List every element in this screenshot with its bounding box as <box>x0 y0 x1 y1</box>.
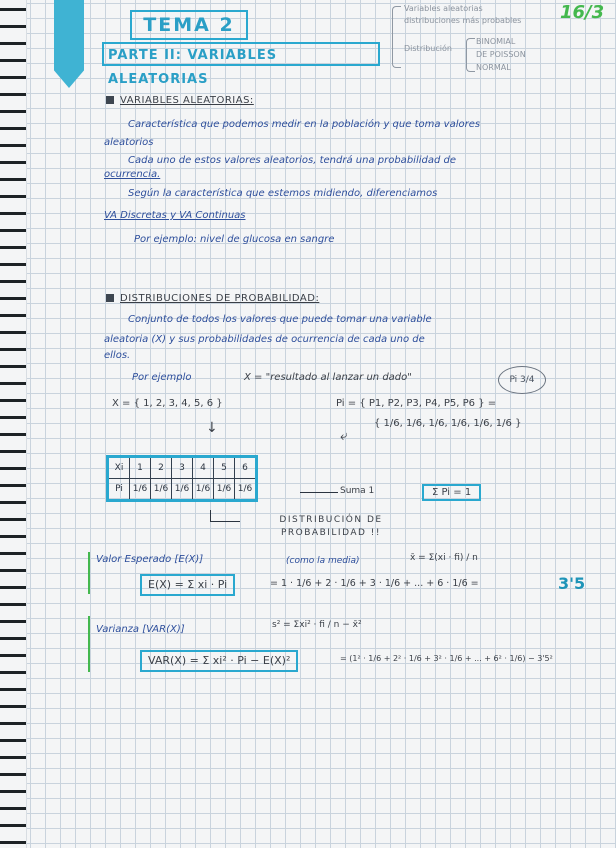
table-cell: Xi <box>108 457 130 479</box>
bullet-icon <box>106 96 114 104</box>
parte-title: PARTE II: VARIABLES ALEATORIAS <box>102 42 380 66</box>
s1-line-7: Por ejemplo: nivel de glucosa en sangre <box>134 234 335 245</box>
expected-value-calc: = 1 · 1/6 + 2 · 1/6 + 3 · 1/6 + ... + 6 · 1/6 = <box>270 578 479 589</box>
valor-esperado-note: (como la media) <box>286 556 360 566</box>
left-arrow-icon: ⤶ <box>340 428 348 444</box>
ejemplo-label: Por ejemplo <box>132 372 192 383</box>
s1-line-1: Característica que podemos medir en la población y que toma valores <box>128 119 481 130</box>
section2-heading: DISTRIBUCIONES DE PROBABILIDAD: <box>106 293 319 304</box>
table-row-p <box>108 479 257 501</box>
table-cell: 1/6 <box>214 479 235 501</box>
p-values: { 1/6, 1/6, 1/6, 1/6, 1/6, 1/6 } <box>374 418 522 429</box>
variance-calc: = (1² · 1/6 + 2² · 1/6 + 3² · 1/6 + ... + 6² · 1/6) − 3'5² <box>340 654 553 663</box>
dist-arrow-horizontal <box>210 521 240 522</box>
varianza-label: Varianza [VAR(X)] <box>96 624 185 635</box>
notebook-spiral <box>0 0 27 848</box>
suma-arrow <box>300 492 338 493</box>
probability-table <box>106 455 258 502</box>
table-cell: Pi <box>108 479 130 501</box>
dist-item-normal: NORMAL <box>476 63 511 72</box>
valor-esperado-label: Valor Esperado [E(X)] <box>96 554 204 565</box>
dist-item-binomial: BINOMIAL <box>476 37 516 46</box>
table-cell: 4 <box>193 457 214 479</box>
table-cell: 5 <box>214 457 235 479</box>
page-number: 16/3 <box>560 2 605 23</box>
blue-tab-marker <box>54 0 84 88</box>
table-cell: 6 <box>235 457 257 479</box>
s1-line-6: VA Discretas y VA Continuas <box>104 210 246 221</box>
section1-heading: VARIABLES ALEATORIAS: <box>106 95 254 106</box>
p-set: Pi = { P1, P2, P3, P4, P5, P6 } = <box>336 398 497 409</box>
table-cell: 1/6 <box>130 479 151 501</box>
expected-value-result: 3'5 <box>558 574 586 593</box>
table-cell: 1/6 <box>235 479 257 501</box>
green-bracket <box>88 552 90 594</box>
s2-line-3: ellos. <box>104 350 131 361</box>
side-note-line1: Variables aleatorias <box>404 4 483 13</box>
s2-line-2: aleatoria (X) y sus probabilidades de ocurrencia de cada uno de <box>104 334 425 345</box>
s1-line-3: Cada uno de estos valores aleatorios, tendrá una probabilidad de <box>128 155 456 166</box>
side-notes-brace <box>392 6 401 68</box>
suma-label: Suma 1 <box>340 486 375 496</box>
table-cell: 1 <box>130 457 151 479</box>
s2-line-1: Conjunto de todos los valores que puede tomar una variable <box>128 314 432 325</box>
variance-formula-box: VAR(X) = Σ xi² · Pi − E(X)² <box>140 650 298 672</box>
bullet-icon <box>106 294 114 302</box>
s1-line-2: aleatorios <box>104 137 154 148</box>
table-cell: 1/6 <box>172 479 193 501</box>
xbar-formula: x̄ = Σ(xi · fi) / n <box>410 553 478 563</box>
table-row-x <box>108 457 257 479</box>
s1-line-5: Según la característica que estemos midiendo, diferenciamos <box>128 188 438 199</box>
distribution-label: DISTRIBUCIÓN DE PROBABILIDAD !! <box>279 515 383 538</box>
green-bracket <box>88 616 90 672</box>
distribucion-brace <box>466 38 475 72</box>
sum-formula-box: Σ Pi = 1 <box>422 484 481 501</box>
dist-item-poisson: DE POISSON <box>476 50 526 59</box>
table-cell: 3 <box>172 457 193 479</box>
s2-formula: s² = Σxi² · fi / n − x̄² <box>272 620 362 630</box>
table-cell: 1/6 <box>193 479 214 501</box>
tema-title: TEMA 2 <box>130 10 248 40</box>
probability-circle-note: Pi 3/4 <box>498 366 546 394</box>
table-cell: 1/6 <box>151 479 172 501</box>
table-cell: 2 <box>151 457 172 479</box>
side-note-line2: distribuciones más probables <box>404 16 522 25</box>
expected-value-formula-box: E(X) = Σ xi · Pi <box>140 574 235 596</box>
ejemplo-definition: X = "resultado al lanzar un dado" <box>244 372 412 383</box>
down-arrow-icon: ↓ <box>206 420 218 436</box>
x-set: X = { 1, 2, 3, 4, 5, 6 } <box>112 398 223 409</box>
s1-line-4: ocurrencia. <box>104 169 161 180</box>
side-note-distribucion: Distribución <box>404 44 452 53</box>
